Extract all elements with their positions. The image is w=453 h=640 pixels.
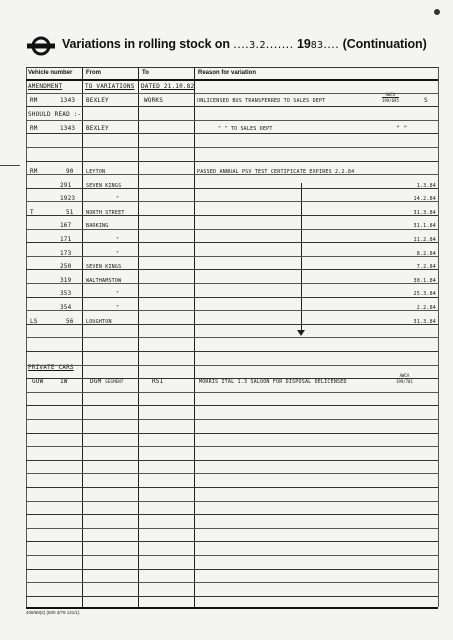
licence-stamp	[382, 92, 399, 103]
from-garage: SEVEN KINGS	[86, 182, 122, 189]
from-garage: LOUGHTON	[86, 318, 112, 325]
vehicle-class: LS	[30, 317, 38, 325]
title-date-day: 3	[249, 40, 256, 51]
table-row-rule	[26, 93, 438, 94]
private-car-number: 1W	[60, 378, 68, 385]
expiry-date: 7.2.84	[416, 264, 436, 271]
vehicle-number: 250	[60, 263, 72, 271]
table-row-rule	[26, 269, 438, 270]
table-row-rule	[26, 392, 438, 393]
expiry-date: 31.3.84	[413, 318, 436, 325]
private-car-reason: MORRIS ITAL 1.3 SALOON FOR DISPOSAL DELICENSED	[199, 379, 347, 385]
table-row-rule	[26, 596, 438, 597]
licence-stamp-bottom: 199/695	[382, 98, 399, 103]
continuation-arrow-icon	[297, 330, 305, 336]
should-read-label: SHOULD READ :-	[28, 111, 82, 118]
from-garage: BARKING	[86, 223, 109, 230]
table-row-rule	[26, 229, 438, 230]
vehicle-number: 56	[66, 317, 74, 325]
reason-text: UNLICENSED BUS TRANSFERRED TO SALES DEPT	[197, 98, 326, 104]
expiry-date: 1.3.84	[416, 182, 436, 189]
from-garage: BEXLEY	[86, 97, 109, 104]
page-title: Variations in rolling stock on ....3.2....... 1983.... (Continuation)	[62, 37, 427, 51]
table-row-rule	[26, 297, 438, 298]
from-garage: "	[116, 291, 120, 298]
table-row-rule	[26, 473, 438, 474]
table-row-rule	[26, 120, 438, 121]
private-car-from-sub: SEGMENT	[105, 379, 124, 384]
table-row-rule	[26, 528, 438, 529]
table-row-rule	[26, 419, 438, 420]
table-bottom-rule	[26, 607, 438, 609]
vehicle-number: 291	[60, 181, 72, 189]
table-top-rule	[26, 67, 438, 68]
table-row-rule	[26, 337, 438, 338]
table-row-rule	[26, 433, 438, 434]
table-row-rule	[26, 487, 438, 488]
table-row-rule	[26, 310, 438, 311]
from-garage: WALTHAMSTOW	[86, 277, 122, 284]
roundel-logo-icon	[26, 36, 56, 56]
table-row-rule	[26, 541, 438, 542]
table-row-rule	[26, 460, 438, 461]
from-garage: LEYTON	[86, 169, 106, 175]
table-row-rule	[26, 133, 438, 134]
col-header-reason: Reason for variation	[198, 70, 257, 76]
licence-stamp-top: AWCA	[385, 92, 396, 97]
vehicle-number: 167	[60, 222, 72, 230]
table-row-rule	[26, 283, 438, 284]
from-garage: "	[116, 250, 120, 257]
reason-suffix: S	[424, 97, 428, 104]
table-row-rule	[26, 79, 438, 81]
from-garage: "	[116, 237, 120, 243]
table-row-rule	[26, 256, 438, 257]
expiry-date: 30.1.84	[413, 277, 436, 284]
table-row-rule	[26, 188, 438, 189]
private-car-stamp-bottom: 199/701	[396, 379, 413, 384]
private-cars-label: PRIVATE CARS	[28, 364, 74, 371]
expiry-date: 2.2.84	[416, 305, 436, 311]
expiry-date: 31.3.84	[413, 209, 436, 216]
amendment-text: TO VARIATIONS	[85, 83, 135, 90]
expiry-date: 14.2.84	[413, 196, 436, 203]
table-row-rule	[26, 161, 438, 162]
vehicle-number: 1923	[60, 195, 76, 203]
amendment-label: AMENDMENT	[28, 83, 63, 90]
table-row-rule	[26, 569, 438, 570]
table-row-rule	[26, 446, 438, 447]
table-row-rule	[26, 378, 438, 379]
private-car-class: GUW	[32, 378, 44, 385]
vehicle-class: RM	[30, 125, 38, 132]
private-car-from-main: DGM	[90, 378, 102, 385]
expiry-date: 8.2.84	[416, 250, 436, 257]
expiry-date: 31.1.84	[413, 223, 436, 230]
table-row-rule	[26, 405, 438, 406]
from-garage: SEVEN KINGS	[86, 264, 122, 271]
vehicle-number: 1343	[60, 97, 76, 104]
table-row-rule	[26, 201, 438, 202]
from-garage: "	[116, 305, 120, 311]
vehicle-class: RM	[30, 168, 38, 175]
expiry-date: 11.2.84	[413, 237, 436, 243]
corner-mark	[425, 2, 453, 32]
expiry-date: 25.3.84	[413, 291, 436, 298]
form-footer-code: 408/69(2) (500 3/79 121/1)	[26, 610, 80, 615]
table-column-rule	[438, 67, 439, 607]
from-garage: BEXLEY	[86, 125, 109, 132]
table-row-rule	[26, 106, 438, 107]
title-prefix: Variations in rolling stock on	[62, 37, 230, 51]
table-row-rule	[26, 324, 438, 325]
vehicle-number: 354	[60, 304, 72, 311]
table-row-rule	[26, 351, 438, 352]
to-destination: WORKS	[144, 97, 164, 104]
amendment-dated: DATED 21.10.82	[141, 83, 195, 90]
reason-text: PASSED ANNUAL PSV TEST CERTIFICATE EXPIRES 2.2.84	[197, 169, 355, 175]
title-year-prefix: 19	[296, 37, 311, 51]
table-row-rule	[26, 555, 438, 556]
vehicle-number: 90	[66, 168, 74, 175]
table-row-rule	[26, 242, 438, 243]
private-car-stamp-top: AWCA	[399, 373, 410, 378]
col-header-from: From	[86, 70, 101, 76]
table-row-rule	[26, 514, 438, 515]
margin-mark	[0, 165, 20, 166]
table-row-rule	[26, 215, 438, 216]
private-car-to: RSI	[152, 378, 164, 385]
form-header	[26, 33, 438, 59]
reason-ditto: " "	[396, 125, 408, 132]
from-garage: "	[116, 196, 120, 203]
vehicle-class: RM	[30, 97, 38, 104]
table-row-rule	[26, 501, 438, 502]
title-date-month: 2	[259, 40, 266, 51]
col-header-vehicle: Vehicle number	[28, 70, 73, 76]
table-row-rule	[26, 365, 438, 366]
title-year-suffix: 83	[310, 40, 324, 51]
table-row-rule	[26, 582, 438, 583]
table-row-rule	[26, 147, 438, 148]
vehicle-number: 173	[60, 249, 72, 257]
vehicle-number: 51	[66, 208, 74, 216]
vehicle-number: 353	[60, 290, 72, 298]
vehicle-number: 319	[60, 276, 72, 284]
table-row-rule	[26, 174, 438, 175]
title-suffix: (Continuation)	[342, 37, 427, 51]
vehicle-number: 1343	[60, 125, 76, 132]
from-garage: NORTH STREET	[86, 209, 125, 216]
vehicle-number: 171	[60, 236, 72, 243]
reason-text: " " TO SALES DEPT	[218, 126, 273, 132]
vehicle-class: T	[30, 208, 34, 216]
col-header-to: To	[142, 70, 149, 76]
